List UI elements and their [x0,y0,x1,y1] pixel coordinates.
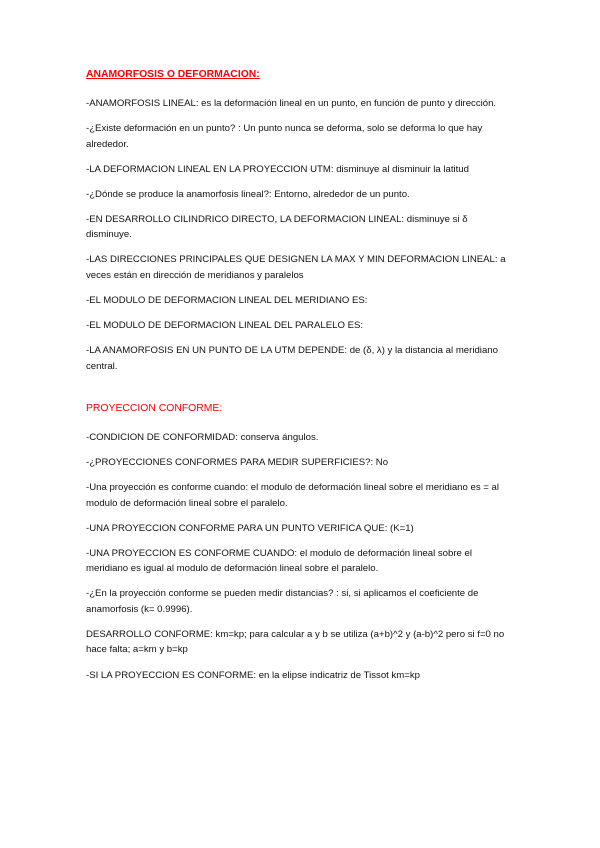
paragraph: -EL MODULO DE DEFORMACION LINEAL DEL PARALELO ES: [86,320,364,332]
paragraph: -¿Existe deformación en un punto? : Un punto nunca se deforma, solo se deforma lo que hay alrededor. [86,123,483,150]
paragraph: -LAS DIRECCIONES PRINCIPALES QUE DESIGNEN LA MAX Y MIN DEFORMACION LINEAL: a veces están en dirección de meridianos y paralelos [86,254,506,281]
paragraph: -EN DESARROLLO CILINDRICO DIRECTO, LA DEFORMACION LINEAL: disminuye si δ disminuye. [86,213,468,241]
section-title-anamorfosis: ANAMORFOSIS O DEFORMACION: [86,69,260,80]
paragraph: -ANAMORFOSIS LINEAL: es la deformación lineal en un punto, en función de punto y dirección. [86,98,497,109]
paragraph: -UNA PROYECCION CONFORME PARA UN PUNTO VERIFICA QUE: (K=1) [86,522,414,534]
paragraph: -¿PROYECCIONES CONFORMES PARA MEDIR SUPERFICIES?: No [86,456,389,468]
paragraph: -LA DEFORMACION LINEAL EN LA PROYECCION UTM: disminuye al disminuir la latitud [86,163,469,175]
paragraph: -¿En la proyección conforme se pueden medir distancias? : si, si aplicamos el coeficiente de anamorfosis (k= 0.9996). [86,588,479,615]
paragraph: -SI LA PROYECCION ES CONFORME: en la elipse indicatriz de Tissot km=kp [86,669,421,681]
section-title-proyeccion-conforme: PROYECCION CONFORME: [86,402,223,414]
paragraph: -Una proyección es conforme cuando: el modulo de deformación lineal sobre el meridiano es = al modulo de deformación lineal sobre el paralelo. [86,482,500,509]
paragraph: -¿Dónde se produce la anamorfosis lineal?: Entorno, alrededor de un punto. [86,188,410,200]
paragraph: DESARROLLO CONFORME: km=kp; para calcular a y b se utiliza (a+b)^2 y (a-b)^2 pero si f=0 no hace falta; a=km y b=kp [86,628,505,656]
section-spacer [86,384,514,402]
paragraph: -EL MODULO DE DEFORMACION LINEAL DEL MERIDIANO ES: [86,295,368,307]
paragraph: -CONDICION DE CONFORMIDAD: conserva ángulos. [86,431,319,443]
paragraph: -LA ANAMORFOSIS EN UN PUNTO DE LA UTM DEPENDE: de (δ, λ) y la distancia al meridiano central. [86,345,498,372]
paragraph: -UNA PROYECCION ES CONFORME CUANDO: el modulo de deformación lineal sobre el meridiano es igual al modulo de deformación lineal sobre el paralelo. [86,547,473,575]
